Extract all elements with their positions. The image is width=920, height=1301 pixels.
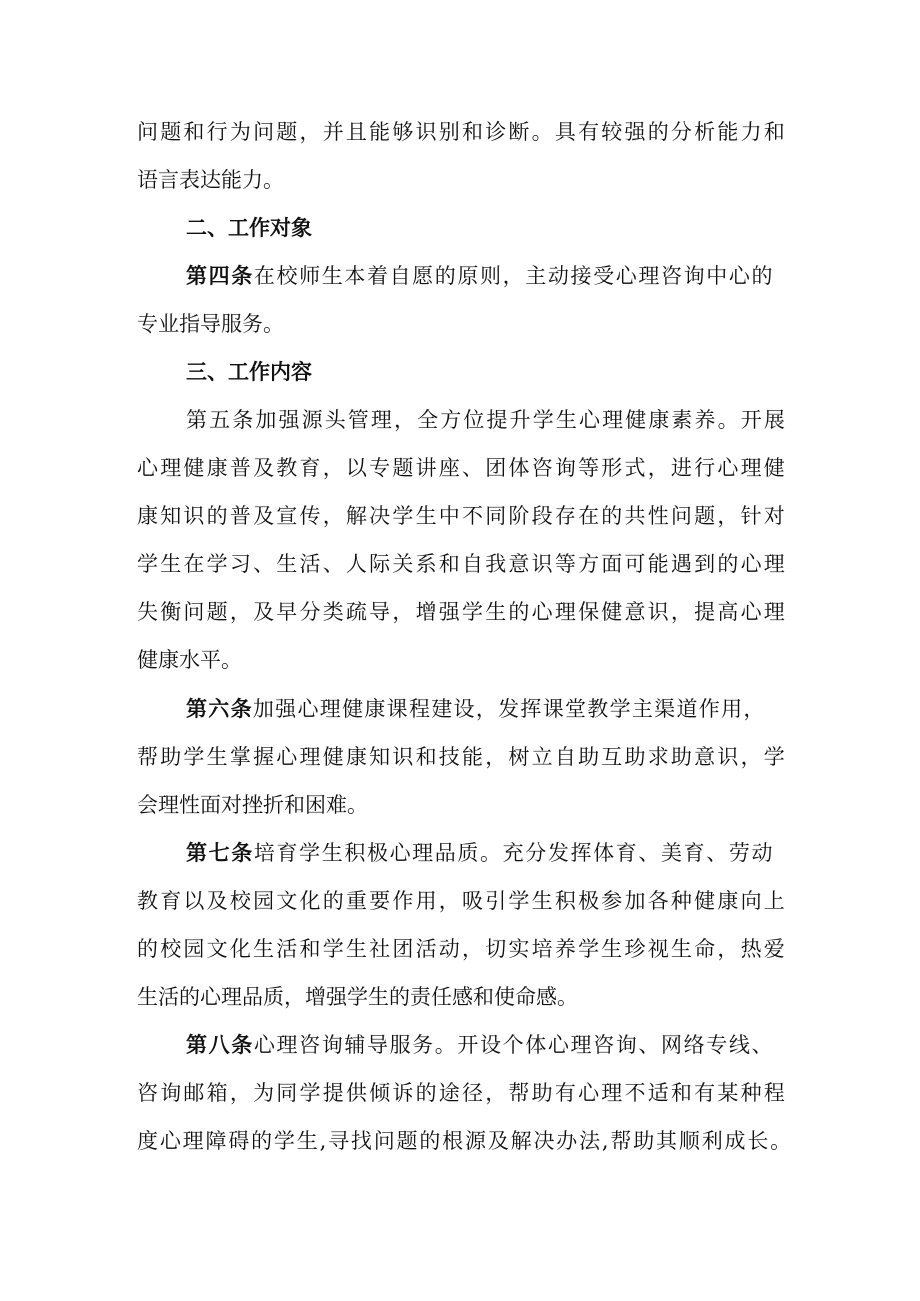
article-line: 健康水平。 bbox=[137, 648, 242, 672]
article-line: 学生在学习、生活、人际关系和自我意识等方面可能遇到的心理 bbox=[137, 552, 787, 576]
section-heading: 二、工作对象 bbox=[186, 216, 312, 240]
paragraph-line: 语言表达能力。 bbox=[137, 168, 284, 192]
article-line: 教育以及校园文化的重要作用，吸引学生积极参加各种健康向上 bbox=[137, 889, 787, 913]
article-line: 咨询邮箱，为同学提供倾诉的途径，帮助有心理不适和有某种程 bbox=[137, 1081, 787, 1105]
article-line: 失衡问题，及早分类疏导，增强学生的心理保健意识，提高心理 bbox=[137, 600, 787, 624]
article-text: 加强心理健康课程建设，发挥课堂教学主渠道作用， bbox=[252, 697, 766, 721]
article-line: 帮助学生掌握心理健康知识和技能，树立自助互助求助意识，学 bbox=[137, 745, 787, 769]
article-line: 生活的心理品质，增强学生的责任感和使命感。 bbox=[137, 985, 578, 1009]
article-line: 第五条加强源头管理，全方位提升学生心理健康素养。开展 bbox=[186, 408, 787, 432]
article-line: 的校园文化生活和学生社团活动，切实培养学生珍视生命，热爱 bbox=[137, 937, 787, 961]
article-line: 会理性面对挫折和困难。 bbox=[137, 793, 368, 817]
article-line: 康知识的普及宣传，解决学生中不同阶段存在的共性问题，针对 bbox=[137, 504, 787, 528]
article-line bbox=[186, 699, 766, 720]
article-label: 第六条 bbox=[186, 697, 253, 721]
article-label: 第七条 bbox=[186, 841, 254, 865]
article-line bbox=[186, 266, 774, 287]
article-label: 第四条 bbox=[186, 264, 254, 288]
article-line: 专业指导服务。 bbox=[137, 312, 284, 336]
article-label: 第八条 bbox=[186, 1033, 254, 1057]
section-heading: 三、工作内容 bbox=[186, 360, 312, 384]
article-text: 在校师生本着自愿的原则，主动接受心理咨询中心的 bbox=[253, 264, 775, 288]
article-line: 度心理障碍的学生,寻找问题的根源及解决办法,帮助其顺利成长。 bbox=[137, 1129, 793, 1153]
article-line: 心理健康普及教育，以专题讲座、团体咨询等形式，进行心理健 bbox=[137, 456, 787, 480]
article-text: 培育学生积极心理品质。充分发挥体育、美育、劳动 bbox=[253, 841, 775, 865]
article-line bbox=[186, 843, 774, 864]
article-text: 心理咨询辅导服务。开设个体心理咨询、网络专线、 bbox=[253, 1033, 775, 1057]
article-line bbox=[186, 1035, 774, 1056]
paragraph-line: 问题和行为问题，并且能够识别和诊断。具有较强的分析能力和 bbox=[137, 120, 787, 144]
